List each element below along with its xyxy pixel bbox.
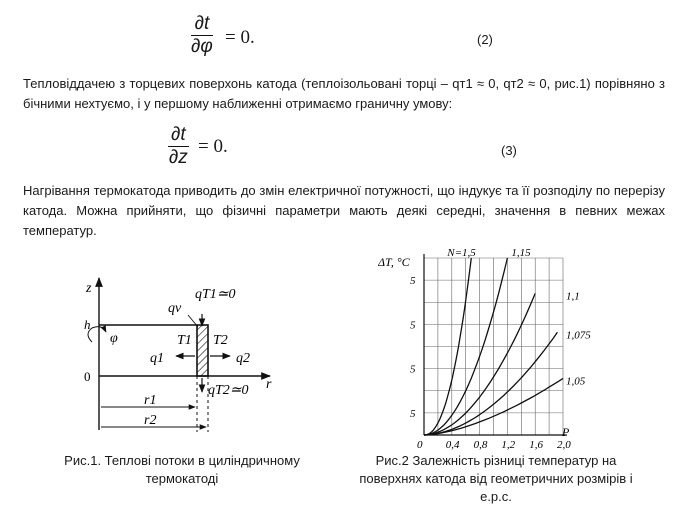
label-qT1: qT1≃0 (195, 287, 236, 302)
label-phi: φ (110, 331, 118, 346)
cathode-wall (197, 325, 208, 376)
figure-1-caption: Рис.1. Теплові потоки в циліндричному термокатоді (64, 453, 300, 486)
equation-3-fraction (168, 124, 189, 169)
label-T2: T2 (213, 333, 228, 348)
equation-3-rest: = 0. (198, 136, 228, 157)
y-tick-label: 5 (410, 275, 416, 288)
label-r2: r2 (144, 413, 157, 428)
paragraph-1: Тепловіддачею з торцевих поверхонь катода (теплоізольовані торці – qт1 ≈ 0, qт2 ≈ 0, рис.1) порівняно з бічними нехтуємо, і у першому наближенні отримаємо граничну умову: (23, 76, 665, 111)
label-qT2: qT2≃0 (208, 383, 249, 398)
label-h: h (84, 317, 91, 332)
x-tick-label: 2,0 (557, 439, 571, 450)
label-q2: q2 (236, 351, 250, 366)
paragraph-2: Нагрівання термокатода приводить до змін електричної потужності, що індукує та її розподілу по перерізу катода. Можна прийняти, що фізичні параметри мають деякі середні, значення в певних межах температур. (23, 183, 665, 238)
equation-2-fraction (191, 13, 213, 58)
x-axis-label: P (562, 425, 570, 439)
label-zero: 0 (84, 369, 91, 384)
equation-2-denominator: ∂φ (191, 36, 213, 57)
label-r: r (266, 377, 272, 392)
label-q1: q1 (150, 351, 164, 366)
series-label: N=1,5 (447, 247, 476, 259)
equation-2-numerator: ∂t (191, 13, 213, 36)
label-T1: T1 (177, 333, 192, 348)
label-r1: r1 (144, 393, 157, 408)
y-tick-label: 5 (410, 407, 416, 420)
y-tick-label: 5 (410, 363, 416, 376)
figure-2-chart (378, 240, 608, 450)
x-tick-label: 1,6 (529, 439, 543, 450)
equation-2-number: (2) (477, 32, 493, 47)
series-label: 1,15 (511, 247, 531, 259)
series-label: 1,075 (566, 329, 591, 342)
figure-2-caption: Рис.2 Залежність різниці температур на поверхнях катода від геометричних розмірів і е.р.с. (359, 453, 633, 504)
y-tick-label: 5 (410, 319, 416, 332)
series-label: 1,1 (566, 290, 580, 303)
label-z: z (86, 281, 92, 296)
series-label: 1,05 (566, 375, 586, 388)
x-tick-label: 0,8 (473, 439, 488, 450)
figure-1-diagram (80, 270, 300, 445)
curve-3 (424, 332, 557, 435)
equation-3-numerator: ∂t (168, 124, 189, 147)
equation-3-denominator: ∂z (168, 147, 188, 168)
y-axis-label: ΔT, °C (378, 255, 410, 269)
equation-3-number: (3) (501, 143, 517, 158)
x-tick-label: 0,4 (445, 439, 460, 450)
equation-2-rest: = 0. (225, 27, 255, 48)
x-tick-label: 1,2 (501, 439, 516, 450)
x-tick-label: 0 (417, 439, 423, 450)
label-qv: qv (168, 301, 182, 316)
